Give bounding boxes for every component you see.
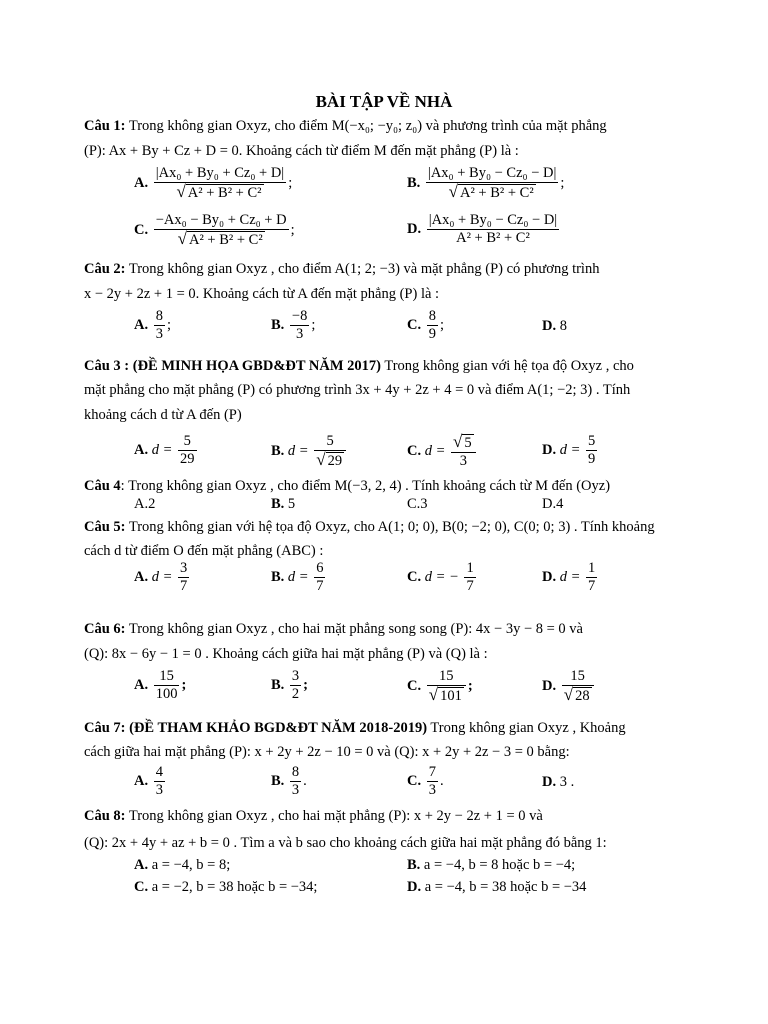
q6-label: Câu 6:	[84, 621, 126, 637]
q3-d-label: D.	[542, 441, 557, 458]
q2-b-label: B.	[271, 316, 285, 333]
q6-option-c[interactable]	[407, 668, 473, 705]
q4-option-b[interactable]	[271, 496, 295, 513]
q8-option-b[interactable]	[407, 857, 575, 874]
q7-b-den: 3	[291, 782, 300, 798]
q7-c-fraction	[427, 764, 438, 799]
q8-b-label: B.	[407, 857, 421, 873]
q1-c-num: −Ax₀ − By₀ + Cz₀ + D	[155, 212, 287, 228]
q7-b-fraction	[290, 764, 301, 799]
q3-c-fraction: $\frac{√ 5}{3}$	[451, 433, 476, 470]
q1-option-d[interactable]	[407, 212, 561, 247]
q6-a-label: A.	[134, 676, 149, 693]
q2-d-label: D.	[542, 318, 557, 334]
q7-option-a[interactable]	[134, 764, 167, 799]
q5-a-den: 7	[180, 578, 188, 594]
q3-d-num: 5	[588, 433, 596, 449]
q7-option-d[interactable]	[542, 774, 574, 791]
q1-d-fraction	[427, 212, 559, 247]
q7-a-fraction	[154, 764, 165, 799]
q1-label: Câu 1:	[84, 118, 126, 134]
q6-a-tail: ;	[181, 676, 187, 693]
q4-text1: : Trong không gian Oxyz , cho điểm M(−3, 2, 4) . Tính khoảng cách từ M đến (Oyz)	[120, 478, 611, 494]
q8-line2: (Q): 2x + 4y + az + b = 0 . Tìm a và b sao cho khoảng cách giữa hai mặt phẳng đó bằng 1:	[84, 835, 607, 851]
q5-a-fraction	[178, 560, 189, 595]
q2-label: Câu 2:	[84, 261, 126, 277]
q8-label: Câu 8:	[84, 808, 126, 824]
q6-c-fraction: $\frac{15}{√ 101}$	[427, 668, 466, 705]
q4-option-c[interactable]: C.3	[407, 496, 428, 512]
q6-c-tail: ;	[467, 677, 473, 694]
q3-b-den: 29	[327, 453, 343, 469]
q6-option-a[interactable]	[134, 668, 186, 703]
q6-option-b[interactable]	[271, 668, 308, 703]
q1-d-num: |Ax₀ + By₀ − Cz₀ − D|	[428, 212, 558, 228]
page-title: BÀI TẬP VỀ NHÀ	[315, 92, 453, 111]
q5-option-d[interactable]	[542, 560, 599, 595]
q6-b-tail: ;	[303, 676, 309, 693]
q5-d-num: 1	[588, 560, 596, 576]
q2-c-tail: ;	[439, 316, 445, 333]
q2-option-c[interactable]	[407, 308, 444, 343]
q6-line1	[84, 619, 583, 639]
q1-c-tail: ;	[290, 221, 295, 238]
q6-d-label: D.	[542, 677, 557, 694]
q7-d-label: D.	[542, 774, 557, 790]
q2-a-fraction	[154, 308, 165, 343]
q2-line2: x − 2y + 2z + 1 = 0. Khoảng cách từ A đến mặt phẳng (P) là :	[84, 286, 440, 302]
q2-a-label: A.	[134, 316, 149, 333]
q7-b-tail: .	[303, 772, 307, 789]
q8-b-value: a = −4, b = 8 hoặc b = −4;	[420, 857, 576, 873]
q1-a-num: |Ax₀ + By₀ + Cz₀ + D|	[155, 165, 285, 181]
q1-d-label: D.	[407, 220, 422, 237]
q3-line1	[84, 356, 634, 376]
q6-text1: Trong không gian Oxyz , cho hai mặt phẳng song song (P): 4x − 3y − 8 = 0 và	[125, 621, 583, 637]
q1-d-den: A² + B² + C²	[456, 230, 530, 246]
q4-b-label: B.	[271, 496, 285, 512]
q7-line2: cách giữa hai mặt phẳng (P): x + 2y + 2z − 10 = 0 và (Q): x + 2y + 2z − 3 = 0 bằng:	[84, 744, 570, 760]
q5-c-pre: d = −	[424, 568, 459, 585]
q1-b-num: |Ax₀ + By₀ − Cz₀ − D|	[427, 165, 557, 181]
q4-b-value: 5	[284, 496, 296, 512]
q2-b-tail: ;	[311, 316, 316, 333]
q3-a-fraction	[178, 433, 197, 468]
q2-text1: Trong không gian Oxyz , cho điểm A(1; 2; −3) và mặt phẳng (P) có phương trình	[125, 261, 600, 277]
q3-line3: khoảng cách d từ A đến (P)	[84, 407, 242, 423]
q2-a-tail: ;	[166, 316, 172, 333]
q1-option-c[interactable]	[134, 212, 295, 249]
q5-b-num: 6	[316, 560, 324, 576]
q5-label: Câu 5:	[84, 519, 126, 535]
q3-label: Câu 3 : (ĐỀ MINH HỌA GBD&ĐT NĂM 2017)	[84, 358, 381, 374]
q3-option-c[interactable]	[407, 433, 478, 470]
q1-a-fraction: $\frac{\text{|Ax₀ + By₀ + Cz₀ + D|}}{\text{√ A² + B² + C²}}$	[155, 165, 285, 201]
q3-a-pre: d =	[151, 441, 173, 458]
q7-line1	[84, 718, 626, 738]
q5-b-label: B.	[271, 568, 285, 585]
q1-b-tail: ;	[560, 174, 565, 191]
q7-option-b[interactable]	[271, 764, 307, 799]
q6-d-den: 28	[575, 688, 590, 704]
q3-c-label: C.	[407, 442, 422, 459]
q6-c-den: 101	[440, 688, 462, 704]
q8-d-label: D.	[407, 879, 422, 895]
q8-a-label: A.	[134, 857, 149, 873]
q7-a-num: 4	[155, 764, 163, 780]
q5-d-den: 7	[588, 578, 596, 594]
q6-b-fraction	[290, 668, 301, 703]
q5-c-label: C.	[407, 568, 422, 585]
q2-a-num: 8	[155, 308, 163, 324]
q1-a-tail: ;	[288, 174, 293, 191]
q5-d-fraction	[586, 560, 597, 595]
q3-d-den: 9	[588, 451, 596, 467]
q6-a-den: 100	[155, 686, 178, 702]
q5-option-c[interactable]	[407, 560, 478, 595]
q3-option-d[interactable]	[542, 433, 599, 468]
q5-a-num: 3	[180, 560, 188, 576]
q6-b-num: 3	[291, 668, 300, 684]
q2-c-fraction	[427, 308, 438, 343]
q7-a-den: 3	[155, 782, 163, 798]
q3-c-pre: d =	[424, 442, 446, 459]
q3-c-num: 5	[464, 435, 472, 451]
q5-a-label: A.	[134, 568, 149, 585]
q8-text1: Trong không gian Oxyz , cho hai mặt phẳng (P): x + 2y − 2z + 1 = 0 và	[125, 808, 543, 824]
q6-a-num: 15	[154, 668, 180, 686]
q5-c-num: 1	[466, 560, 474, 576]
q3-option-b[interactable]	[271, 433, 348, 470]
q1-line2: (P): Ax + By + Cz + D = 0. Khoảng cách từ điểm M đến mặt phẳng (P) là :	[84, 143, 519, 159]
q2-b-den: 3	[296, 326, 304, 342]
q6-c-label: C.	[407, 677, 422, 694]
q1-c-label: C.	[134, 221, 149, 238]
q6-d-fraction: $\frac{15}{√ 28}$	[562, 668, 594, 705]
q7-text1: Trong không gian Oxyz , Khoảng	[427, 720, 626, 736]
q7-a-label: A.	[134, 772, 149, 789]
q3-a-label: A.	[134, 441, 149, 458]
q1-c-den: A² + B² + C²	[188, 232, 263, 248]
q6-d-num: 15	[562, 668, 594, 686]
q8-option-d[interactable]	[407, 879, 586, 896]
q1-a-label: A.	[134, 174, 149, 191]
q7-c-den: 3	[428, 782, 436, 798]
q2-b-num: −8	[291, 308, 308, 324]
q5-c-den: 7	[466, 578, 474, 594]
q4-line1	[84, 476, 610, 496]
q5-option-a[interactable]	[134, 560, 191, 595]
q7-c-label: C.	[407, 772, 422, 789]
q2-c-num: 8	[428, 308, 436, 324]
q8-option-c[interactable]	[134, 879, 317, 896]
q6-c-num: 15	[427, 668, 466, 686]
q2-option-b[interactable]	[271, 308, 315, 343]
q5-option-b[interactable]	[271, 560, 327, 595]
q3-b-num: 5	[314, 433, 346, 451]
q3-c-den: 3	[459, 453, 467, 469]
q1-c-fraction: $\frac{\text{−Ax₀ − By₀ + Cz₀ + D}}{\text{√ A² + B² + C²}}$	[155, 212, 287, 248]
q1-b-label: B.	[407, 174, 421, 191]
q7-b-label: B.	[271, 772, 285, 789]
q3-b-pre: d =	[287, 442, 309, 459]
q5-d-pre: d =	[559, 568, 581, 585]
q6-line2: (Q): 8x − 6y − 1 = 0 . Khoảng cách giữa hai mặt phẳng (P) và (Q) là :	[84, 646, 488, 662]
q3-a-den: 29	[180, 451, 195, 467]
q7-b-num: 8	[291, 764, 300, 780]
q8-option-a[interactable]	[134, 857, 230, 874]
q5-c-fraction	[464, 560, 475, 595]
q5-text1: Trong không gian với hệ tọa độ Oxyz, cho A(1; 0; 0), B(0; −2; 0), C(0; 0; 3) . Tính khoảng	[125, 519, 655, 535]
q1-b-fraction: $\frac{\text{|Ax₀ + By₀ − Cz₀ − D|}}{\text{√ A² + B² + C²}}$	[427, 165, 557, 201]
q1-option-b[interactable]	[407, 165, 564, 202]
q5-line1	[84, 517, 655, 537]
q3-b-label: B.	[271, 442, 285, 459]
q3-b-fraction: $\frac{5}{√ 29}$	[314, 433, 346, 470]
q5-b-fraction	[314, 560, 325, 595]
q3-option-a[interactable]	[134, 433, 199, 468]
q3-d-pre: d =	[559, 441, 581, 458]
q5-b-pre: d =	[287, 568, 309, 585]
q8-d-value: a = −4, b = 38 hoặc b = −34	[421, 879, 587, 895]
q3-d-fraction	[586, 433, 597, 468]
q8-a-value: a = −4, b = 8;	[148, 857, 231, 873]
q6-b-den: 2	[291, 686, 300, 702]
q1-text1: Trong không gian Oxyz, cho điểm M(−x₀; −y₀; z₀) và phương trình của mặt phẳng	[125, 118, 607, 134]
q2-c-label: C.	[407, 316, 422, 333]
q4-option-a[interactable]: A.2	[134, 496, 156, 512]
q6-option-d[interactable]	[542, 668, 596, 705]
q3-text1: Trong không gian với hệ tọa độ Oxyz , cho	[380, 358, 634, 374]
q2-c-den: 9	[428, 326, 436, 342]
q3-line2: mặt phẳng cho mặt phẳng (P) có phương trình 3x + 4y + 2z + 4 = 0 và điểm A(1; −2; 3) . Tính	[84, 382, 631, 398]
q5-line2: cách d từ điểm O đến mặt phẳng (ABC) :	[84, 543, 324, 559]
q5-d-label: D.	[542, 568, 557, 585]
q1-a-den: A² + B² + C²	[187, 185, 262, 201]
q2-a-den: 3	[155, 326, 163, 342]
q1-option-a[interactable]	[134, 165, 292, 202]
q3-a-num: 5	[178, 433, 197, 451]
q7-label: Câu 7: (ĐỀ THAM KHẢO BGD&ĐT NĂM 2018-2019)	[84, 720, 428, 736]
q7-d-value: 3 .	[556, 774, 575, 790]
q2-d-value: 8	[559, 318, 567, 334]
q6-b-label: B.	[271, 676, 285, 693]
q4-label: Câu 4	[84, 478, 121, 494]
q8-c-value: a = −2, b = 38 hoặc b = −34;	[148, 879, 318, 895]
q8-c-label: C.	[134, 879, 149, 895]
q7-c-tail: .	[439, 772, 444, 789]
q2-option-a[interactable]	[134, 308, 171, 343]
q6-a-fraction	[154, 668, 180, 703]
q5-a-pre: d =	[151, 568, 173, 585]
q4-option-d[interactable]: D.4	[542, 496, 564, 512]
q2-option-d[interactable]	[542, 318, 567, 335]
q2-line1	[84, 259, 599, 279]
q8-line1	[84, 806, 543, 826]
q5-b-den: 7	[316, 578, 324, 594]
q1-b-den: A² + B² + C²	[459, 185, 534, 201]
q7-c-num: 7	[428, 764, 436, 780]
q1-line1	[84, 116, 607, 136]
q2-b-fraction	[290, 308, 309, 343]
q7-option-c[interactable]	[407, 764, 444, 799]
